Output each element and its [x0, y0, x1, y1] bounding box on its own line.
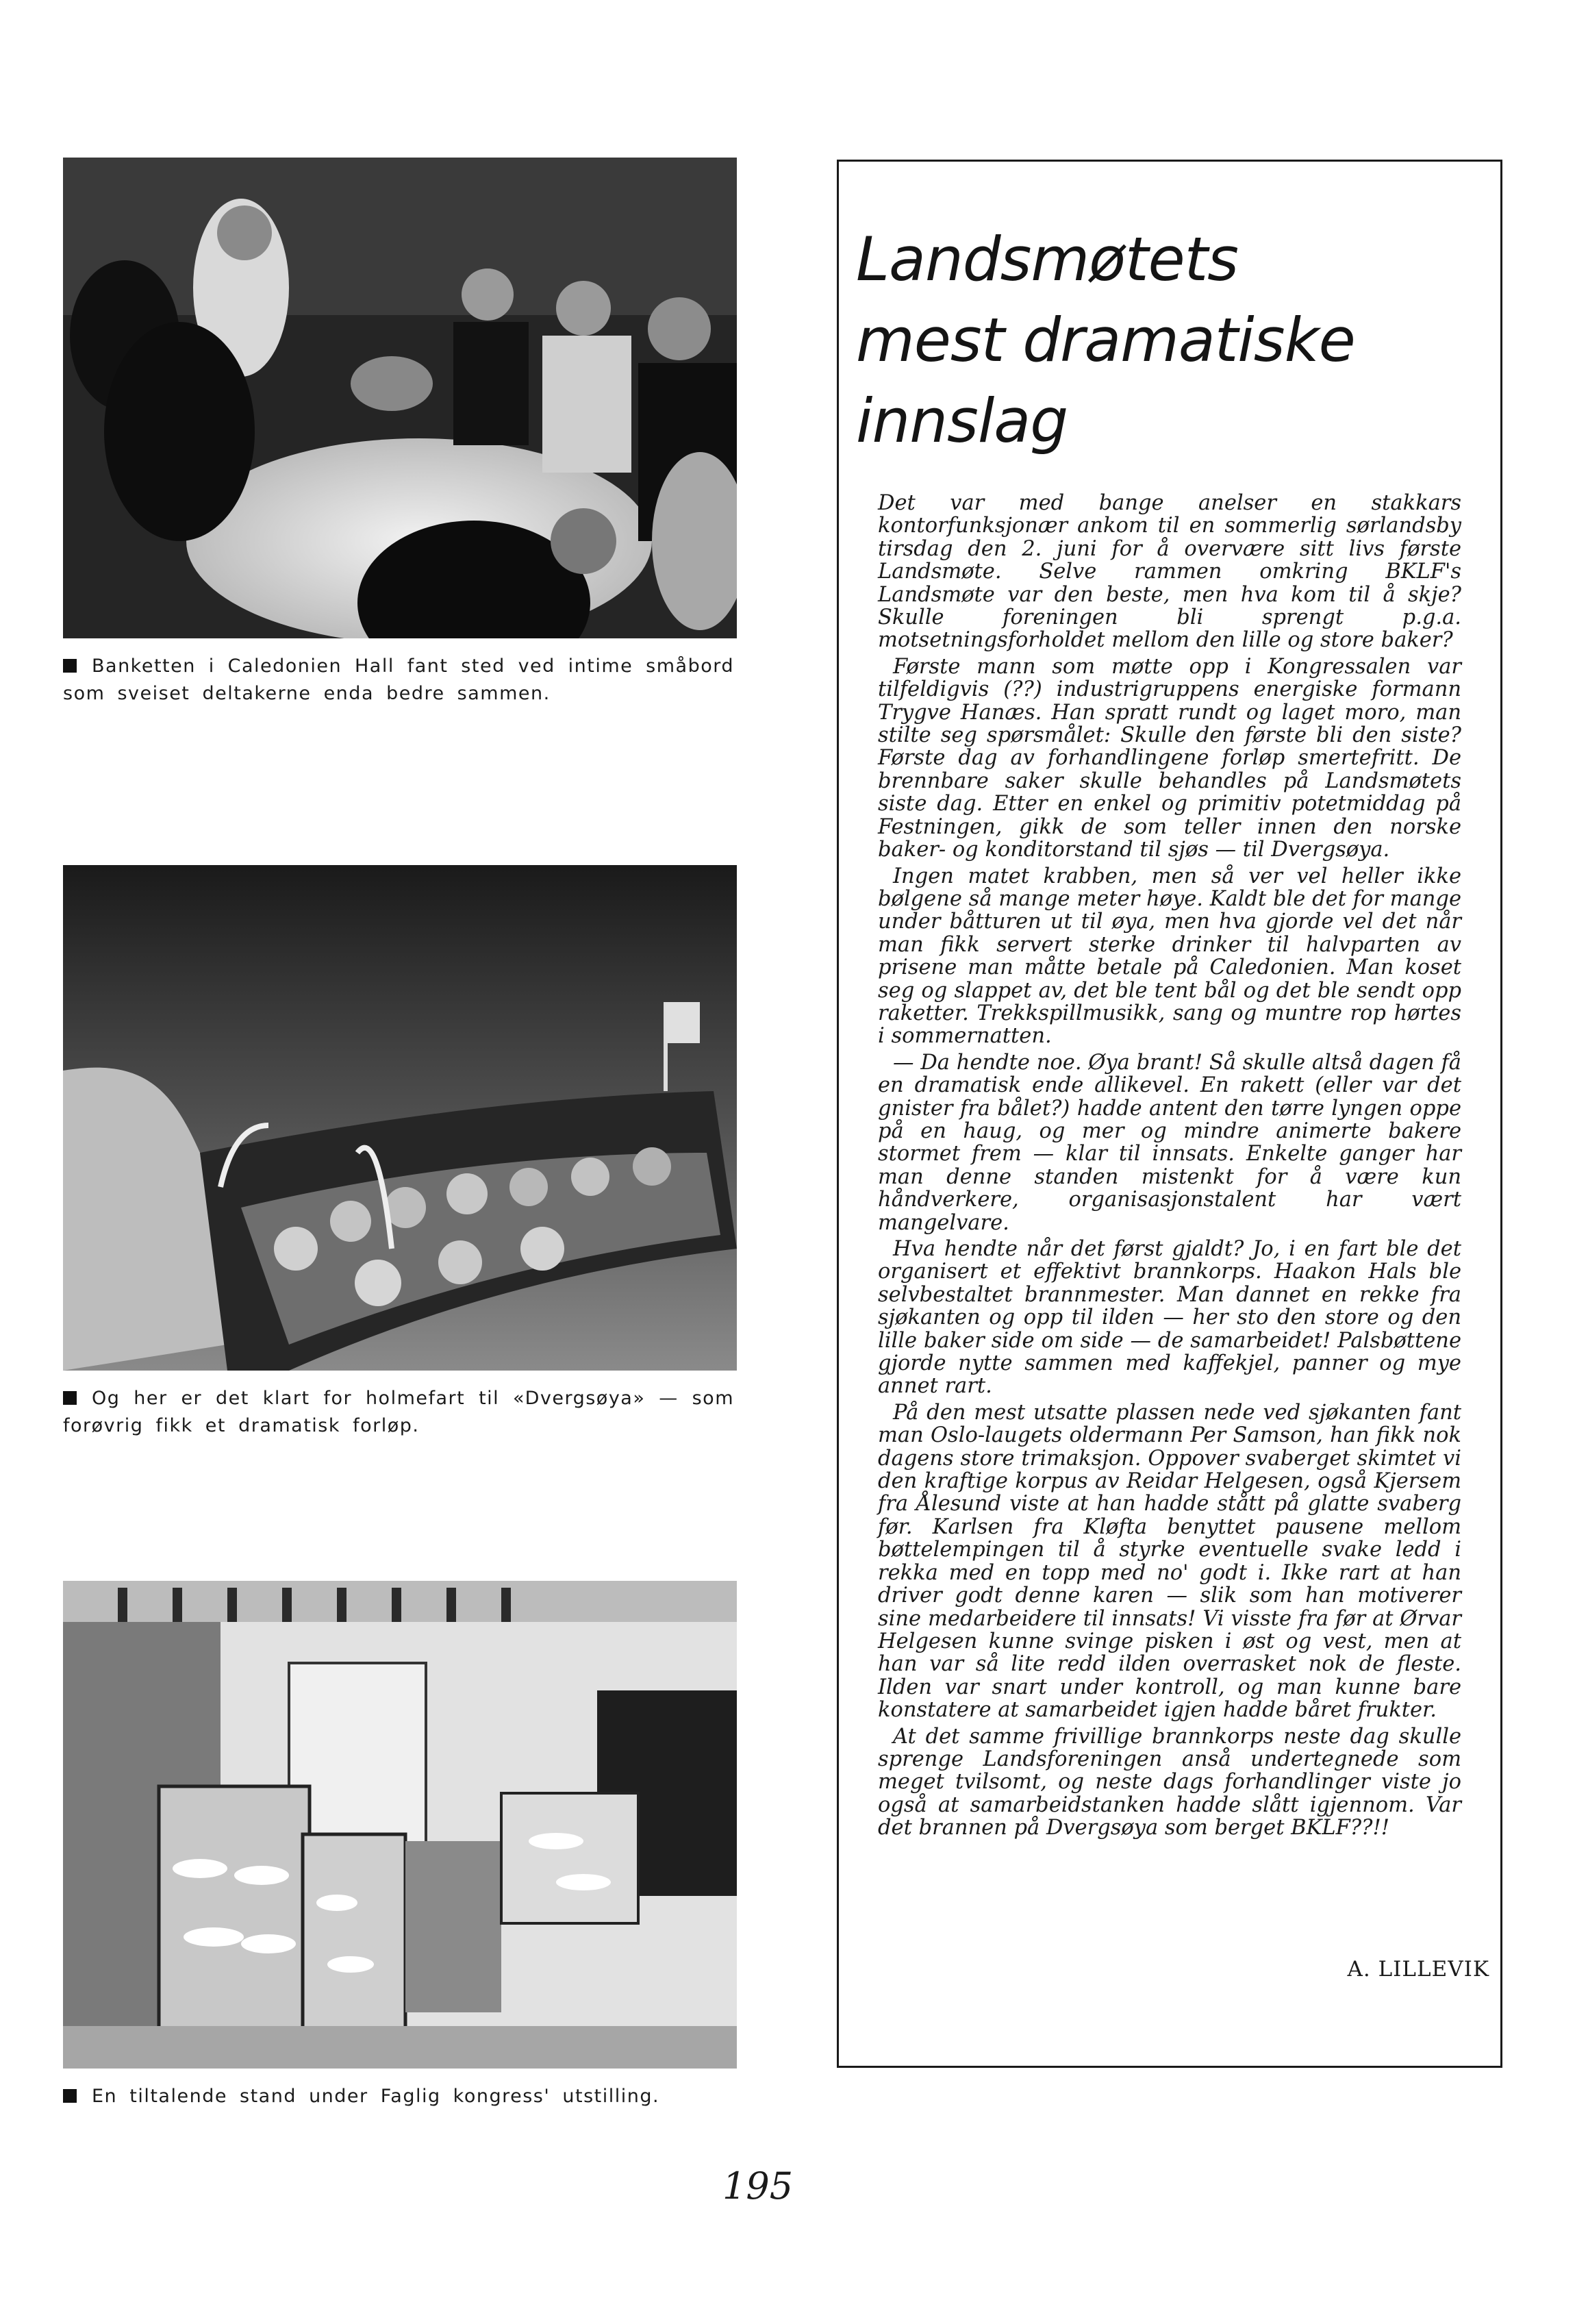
article-paragraph: Det var med bange anelser en stakkars kontorfunksjonær ankom til en sommerlig sørlandsby tirsdag den 2. juni for å overvære sitt livs første Landsmøte. Selve rammen omkring BKLF's Landsmøte var den beste, men hva kom til å skje? Skulle foreningen bli sprengt p.g.a. motsetningsforholdet mellom den lille og store baker?: [878, 491, 1461, 653]
exhibition-photo-image: [63, 1581, 737, 2069]
article-title: [856, 219, 1472, 462]
caption-bullet-icon: [63, 659, 77, 673]
boat-photo: [63, 865, 737, 1371]
exhibition-photo: [63, 1581, 737, 2069]
article-title-line-3: innslag: [856, 386, 1068, 456]
article-body: [878, 492, 1461, 1843]
article-paragraph: At det samme frivillige brannkorps neste dag skulle sprenge Landsforeningen anså undertegnede som meget tvilsomt, og neste dags forhandlinger viste jo også at samarbeidstanken hadde slått igjennom. Var det brannen på Dvergsøya som berget BKLF??!!: [878, 1724, 1461, 1840]
boat-caption-text: Og her er det klart for holmefart til «Dvergsøya» — som forøvrig fikk et dramatisk forløp.: [63, 1388, 734, 1436]
exhibition-caption: [63, 2083, 748, 2110]
caption-bullet-icon: [63, 2089, 77, 2103]
caption-bullet-icon: [63, 1391, 77, 1405]
page-number: 195: [722, 2164, 794, 2208]
article-title-line-2: mest dramatiske: [856, 305, 1355, 375]
article-paragraph: Ingen matet krabben, men så ver vel heller ikke bølgene så mange meter høye. Kaldt ble det for mange under båtturen ut til øya, men hva gjorde vel det når man fikk servert sterke drinker til halvparten av prisene man måtte betale på Caledonien. Man koset seg og slappet av, det ble tent bål og det ble sendt opp raketter. Trekkspillmusikk, sang og muntre rop hørtes i sommernatten.: [878, 864, 1461, 1049]
banquet-caption: [63, 653, 734, 708]
banquet-photo-image: [63, 158, 737, 638]
article-signature: A. LILLEVIK: [1347, 1957, 1489, 1982]
article-paragraph: Hva hendte når det først gjaldt? Jo, i en fart ble det organisert et effektivt brannkorps. Haakon Hals ble selvbestaltet brannmester. Man dannet en rekke fra sjøkanten og opp til ilden — her sto den store og den lille baker side om side — de samarbeidet! Palsbøttene gjorde nytte sammen med kaffekjel, panner og mye annet rart.: [878, 1237, 1461, 1399]
boat-caption: [63, 1385, 734, 1440]
article-paragraph: — Da hendte noe. Øya brant! Så skulle altså dagen få en dramatisk ende allikevel. En rakett (eller var det gnister fra bålet?) hadde antent den tørre lyngen oppe på en haug, og mer og mindre animerte bakere stormet frem — klar til innsats. Enkelte ganger har man denne standen mistenkt for å være kun håndverkere, organisasjonstalent har vært mangelvare.: [878, 1050, 1461, 1235]
exhibition-caption-text: En tiltalende stand under Faglig kongress' utstilling.: [92, 2086, 660, 2107]
article-paragraph: På den mest utsatte plassen nede ved sjøkanten fant man Oslo-laugets oldermann Per Samson, han fikk nok dagens store trimaksjon. Oppover svaberget skimtet vi den kraftige korpus av Reidar Helgesen, også Kjersem fra Ålesund viste at han hadde stått på glatte svaberg før. Karlsen fra Kløfta benyttet pausene mellom bøttelempingen til å styrke eventuelle svake ledd i rekka med en topp med no' godt i. Ikke rart at han driver godt denne karen — slik som han motiverer sine medarbeidere til innsats! Vi visste fra før at Ørvar Helgesen kunne svinge pisken i øst og vest, men at han var så lite redd ilden overrasket nok de fleste. Ilden var snart under kontroll, og man kunne bare konstatere at samarbeidet igjen hadde båret frukter.: [878, 1400, 1461, 1723]
article-paragraph: Første mann som møtte opp i Kongressalen var tilfeldigvis (??) industrigruppens energiske formann Trygve Hanæs. Han spratt rundt og laget moro, man stilte seg spørsmålet: Skulle den første bli den siste? Første dag av forhandlingene forløp smertefritt. De brennbare saker skulle behandles på Landsmøtets siste dag. Etter en enkel og primitiv potetmiddag på Festningen, gikk de som teller innen den norske baker- og konditorstand til sjøs — til Dvergsøya.: [878, 654, 1461, 862]
banquet-caption-text: Banketten i Caledonien Hall fant sted ved intime småbord som sveiset deltakerne enda bedre sammen.: [63, 655, 734, 704]
banquet-photo: [63, 158, 737, 638]
boat-photo-image: [63, 865, 737, 1371]
article-title-line-1: Landsmøtets: [856, 224, 1238, 295]
